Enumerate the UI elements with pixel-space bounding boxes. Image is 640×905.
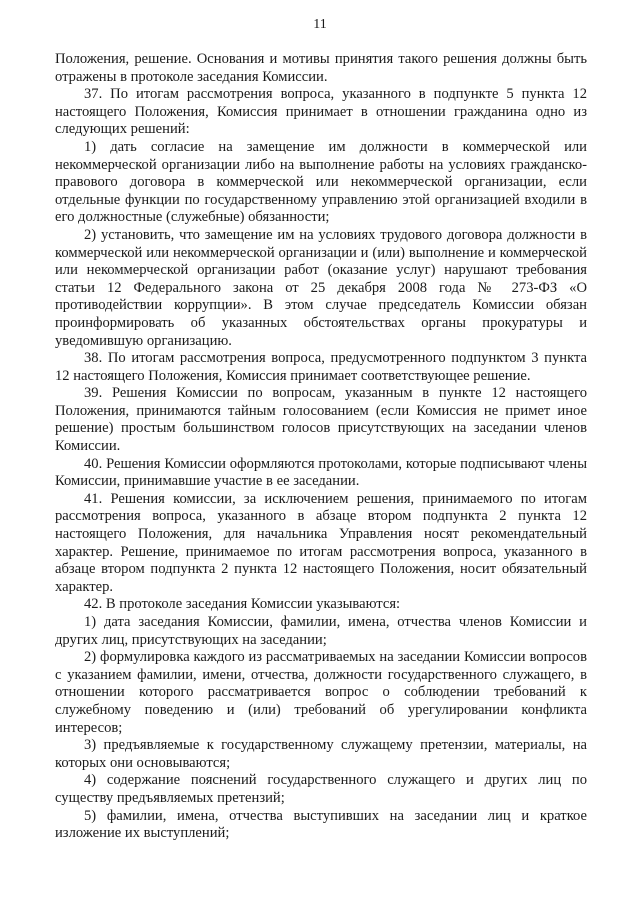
paragraph: 1) дата заседания Комиссии, фамилии, имена, отчества членов Комиссии и других лиц, присутствующих на заседании; [55, 614, 587, 648]
paragraph: 3) предъявляемые к государственному служащему претензии, материалы, на которых они основываются; [55, 737, 587, 771]
paragraph: 1) дать согласие на замещение им должности в коммерческой или некоммерческой организации либо на выполнение работы на условиях гражданско-правового договора в коммерческой или некоммерческой организации, если отдельные функции по государственному управлению этой организацией входили в его должностные (служебные) обязанности; [55, 138, 587, 226]
paragraph: 39. Решения Комиссии по вопросам, указанным в пункте 12 настоящего Положения, принимаются тайным голосованием (если Комиссия не примет иное решение) простым большинством голосов присутствующих на заседании членов Комиссии. [55, 385, 587, 455]
paragraph: 5) фамилии, имена, отчества выступивших на заседании лиц и краткое изложение их выступлений; [55, 807, 587, 842]
paragraph: 2) установить, что замещение им на условиях трудового договора должности в коммерческой или некоммерческой организации и (или) выполнение и коммерческой или некоммерческой организации работ (оказание услуг) нарушают требования статьи 12 Федерального закона от 25 декабря 2008 года № 273-ФЗ «О противодействии коррупции». В этом случае председатель Комиссии обязан проинформировать об указанных обстоятельствах органы прокуратуры и уведомившую организацию. [55, 226, 587, 349]
paragraph: 40. Решения Комиссии оформляются протоколами, которые подписывают члены Комиссии, принимавшие участие в ее заседании. [55, 455, 587, 490]
paragraph: 2) формулировка каждого из рассматриваемых на заседании Комиссии вопросов с указанием фамилии, имени, отчества, должности государственного служащего, в отношении которого рассматривается вопрос о соблюдении требований к служебному поведению и (или) требований об урегулировании конфликта интересов; [55, 649, 587, 736]
paragraph: 41. Решения комиссии, за исключением решения, принимаемого по итогам рассмотрения вопроса, указанного в абзаце втором подпункта 2 пункта 12 настоящего Положения, для начальника Управления носят рекомендательный характер. Решение, принимаемое по итогам рассмотрения вопроса, указанного в абзаце втором подпункта 2 пункта 12 настоящего Положения, носит обязательный характер. [55, 490, 587, 595]
paragraph: Положения, решение. Основания и мотивы принятия такого решения должны быть отражены в протоколе заседания Комиссии. [55, 51, 587, 85]
paragraph: 4) содержание пояснений государственного служащего и других лиц по существу предъявляемых претензий; [55, 772, 587, 806]
paragraph: 37. По итогам рассмотрения вопроса, указанного в подпункте 5 пункта 12 настоящего Положения, Комиссия принимает в отношении гражданина одно из следующих решений: [55, 86, 587, 138]
paragraph: 38. По итогам рассмотрения вопроса, предусмотренного подпунктом 3 пункта 12 настоящего Положения, Комиссия принимает соответствующее решение. [55, 350, 587, 384]
body-text [55, 51, 587, 843]
paragraph: 42. В протоколе заседания Комиссии указываются: [84, 596, 401, 613]
page-number: 11 [313, 17, 327, 32]
